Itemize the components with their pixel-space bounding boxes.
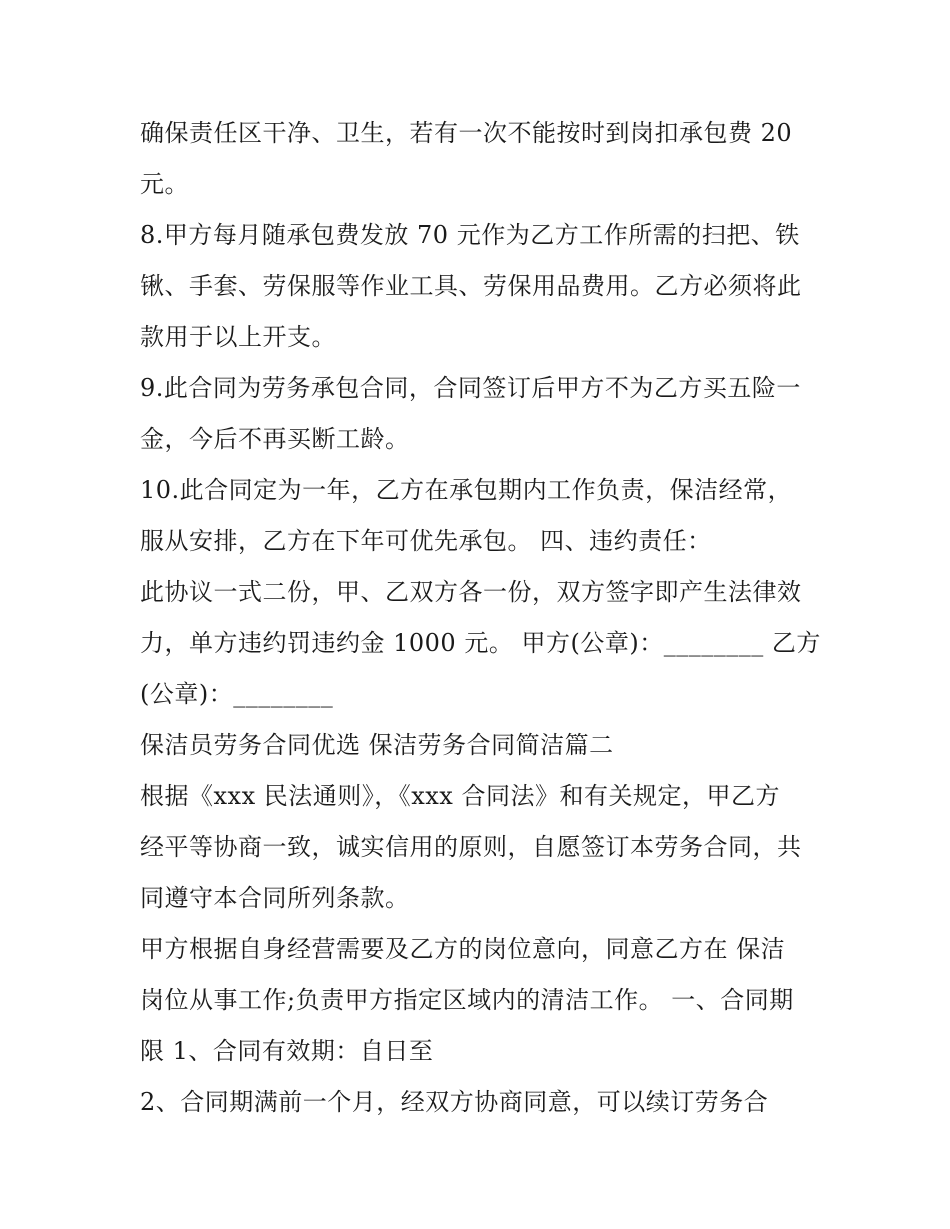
- text-line: 岗位从事工作;负责甲方指定区域内的清洁工作。 一、合同期: [140, 986, 794, 1014]
- text-line: 10.此合同定为一年，乙方在承包期内工作负责，保洁经常，: [140, 476, 793, 504]
- text-line: 服从安排，乙方在下年可优先承包。 四、违约责任：: [140, 527, 712, 555]
- text-line: 锹、手套、劳保服等作业工具、劳保用品费用。乙方必须将此: [140, 272, 802, 300]
- text-line: 金，今后不再买断工龄。: [140, 425, 410, 453]
- text-line: 8.甲方每月随承包费发放 70 元作为乙方工作所需的扫把、铁: [140, 221, 800, 249]
- text-line: 限 1、合同有效期：自日至: [140, 1037, 434, 1065]
- text-line: 同遵守本合同所列条款。: [140, 884, 410, 912]
- text-line: 力，单方违约罚违约金 1000 元。 甲方(公章)：________ 乙方: [140, 629, 821, 657]
- text-line: 9.此合同为劳务承包合同，合同签订后甲方不为乙方买五险一: [140, 374, 801, 402]
- text-line: 经平等协商一致，诚实信用的原则，自愿签订本劳务合同，共: [140, 833, 802, 861]
- text-line: (公章)：________: [140, 680, 334, 708]
- text-line: 元。: [140, 170, 189, 198]
- text-line: 根据《xxx 民法通则》，《xxx 合同法》和有关规定，甲乙方: [140, 782, 780, 810]
- text-line: 确保责任区干净、卫生，若有一次不能按时到岗扣承包费 20: [140, 119, 793, 147]
- text-line: 款用于以上开支。: [140, 323, 336, 351]
- document-body: [140, 108, 830, 1128]
- section-title: 保洁员劳务合同优选 保洁劳务合同简洁篇二: [140, 731, 614, 759]
- text-line: 此协议一式二份，甲、乙双方各一份，双方签字即产生法律效: [140, 578, 802, 606]
- text-line: 甲方根据自身经营需要及乙方的岗位意向，同意乙方在 保洁: [140, 935, 786, 963]
- text-line: 2、合同期满前一个月，经双方协商同意，可以续订劳务合: [140, 1088, 769, 1116]
